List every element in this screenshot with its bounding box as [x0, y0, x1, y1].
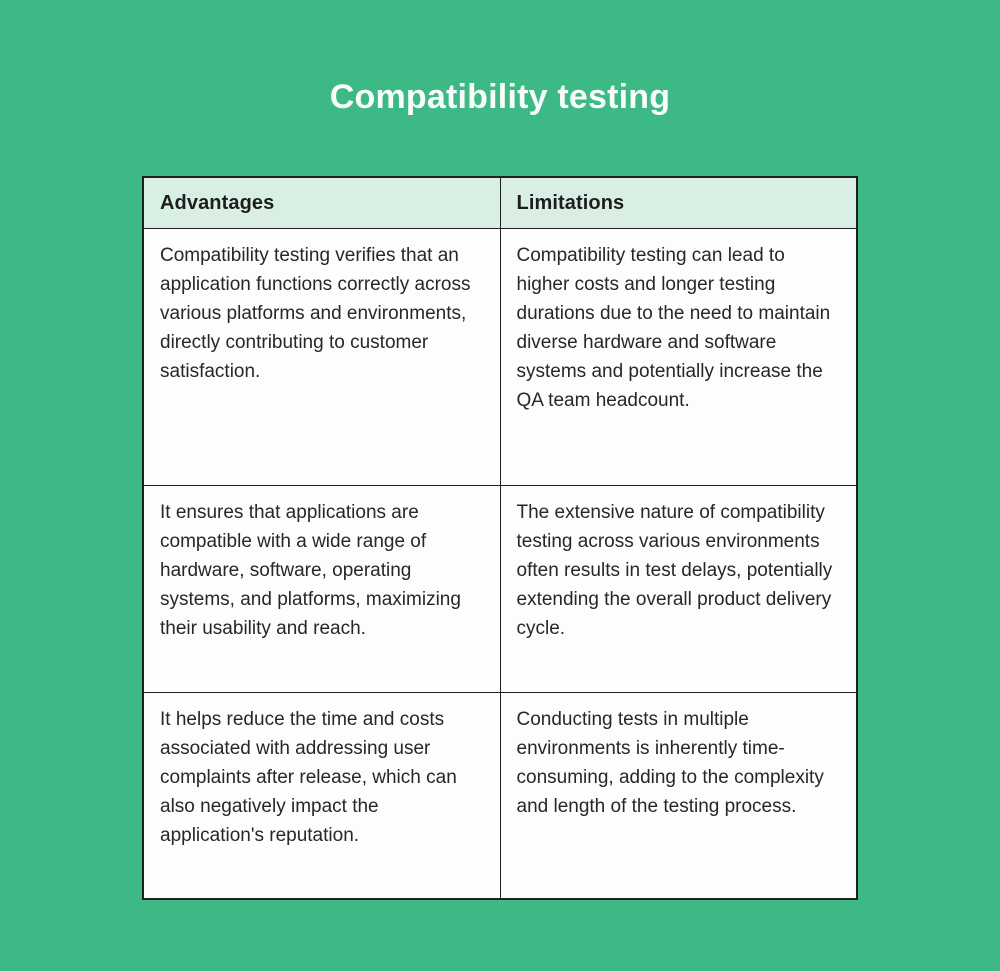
table-row [143, 693, 857, 900]
limitation-cell: Conducting tests in multiple environments is inherently time-consuming, adding to the complexity and length of the testing process. [500, 693, 857, 900]
comparison-table [142, 176, 858, 900]
advantage-cell: It ensures that applications are compatible with a wide range of hardware, software, operating systems, and platforms, maximizing their usability and reach. [143, 486, 500, 693]
advantage-cell: It helps reduce the time and costs associated with addressing user complaints after release, which can also negatively impact the application's reputation. [143, 693, 500, 900]
advantage-cell: Compatibility testing verifies that an application functions correctly across various platforms and environments, directly contributing to customer satisfaction. [143, 229, 500, 486]
table-row [143, 229, 857, 486]
table-header-row [143, 177, 857, 229]
table-row [143, 486, 857, 693]
limitation-cell: The extensive nature of compatibility testing across various environments often results in test delays, potentially extending the overall product delivery cycle. [500, 486, 857, 693]
header-limitations: Limitations [500, 177, 857, 229]
limitation-cell: Compatibility testing can lead to higher costs and longer testing durations due to the need to maintain diverse hardware and software systems and potentially increase the QA team headcount. [500, 229, 857, 486]
header-advantages: Advantages [143, 177, 500, 229]
page-title: Compatibility testing [329, 78, 671, 116]
